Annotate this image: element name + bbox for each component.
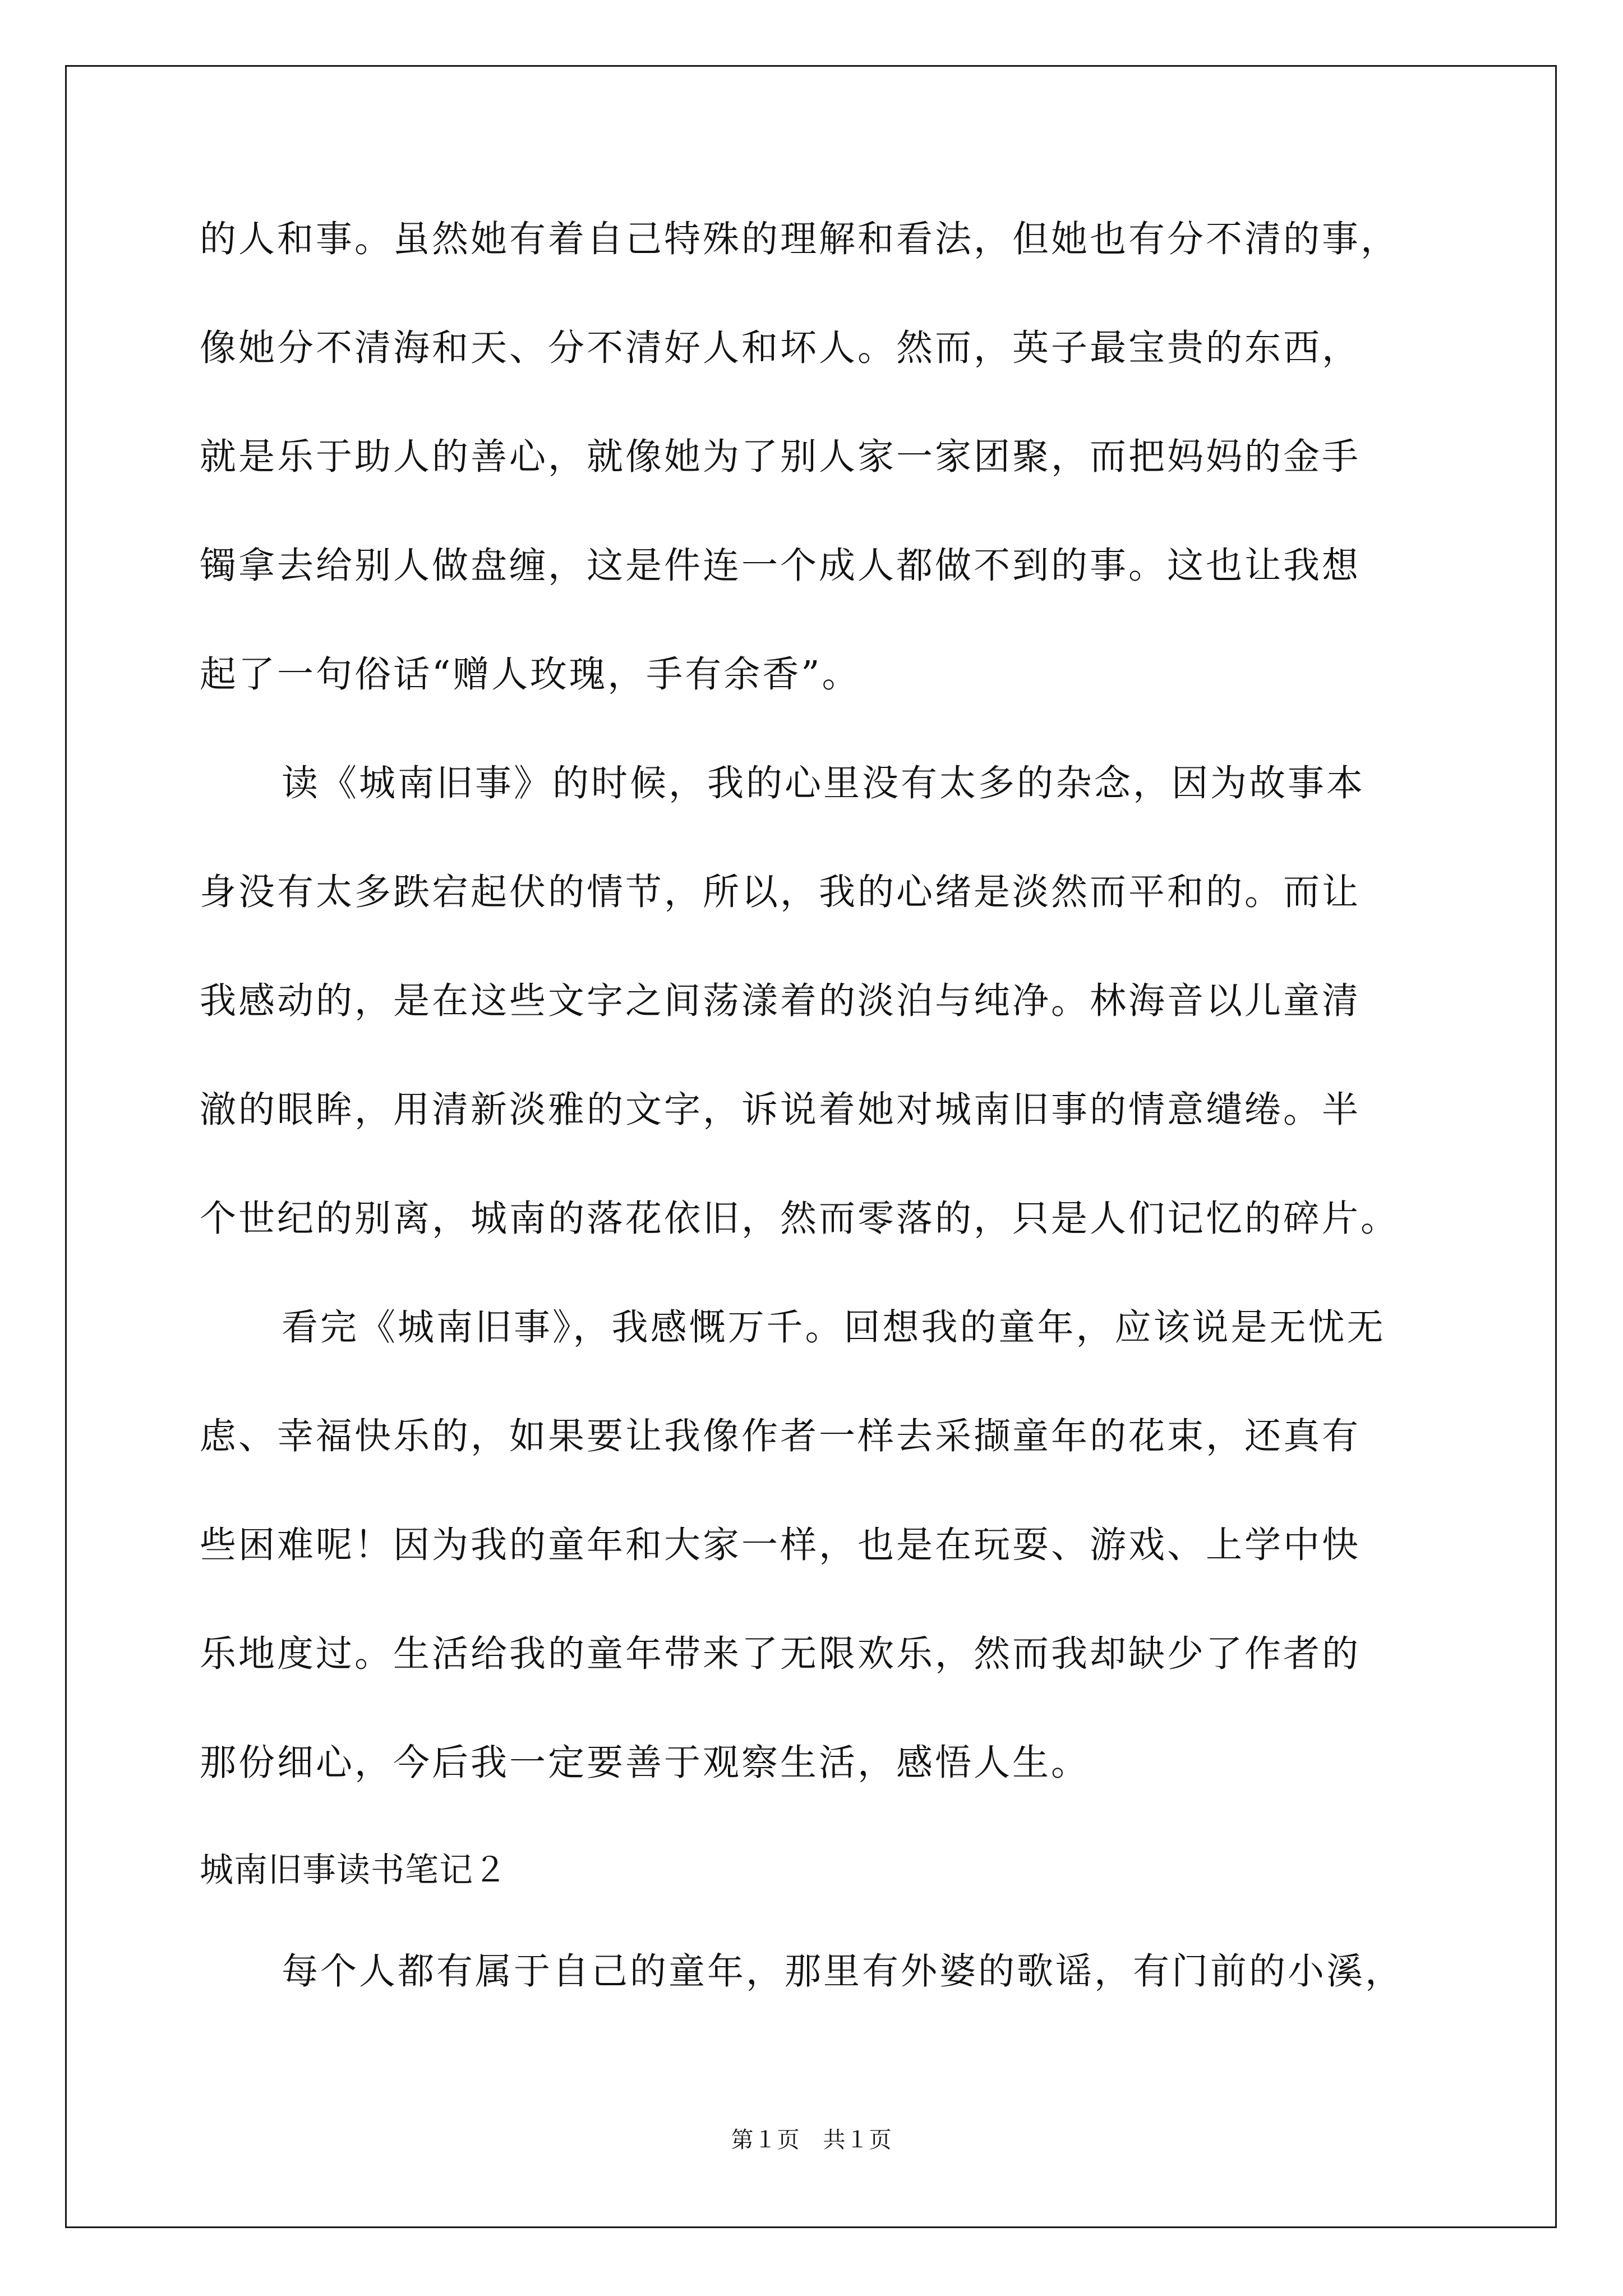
paragraph-2-line-2: 身没有太多跌宕起伏的情节，所以，我的心绪是淡然而平和的。而让: [200, 871, 1361, 913]
section-heading: 城南旧事读书笔记２: [200, 1851, 508, 1890]
paragraph-1-line-5: 起了一句俗话“赠人玫瑰，手有余香”。: [200, 654, 861, 696]
paragraph-1-line-4: 镯拿去给别人做盘缠，这是件连一个成人都做不到的事。这也让我想: [200, 545, 1361, 587]
paragraph-3-line-4: 乐地度过。生活给我的童年带来了无限欢乐，然而我却缺少了作者的: [200, 1633, 1361, 1675]
paragraph-3-line-5: 那份细心，今后我一定要善于观察生活，感悟人生。: [200, 1742, 1090, 1784]
page-footer: 第１页 共１页: [731, 2127, 892, 2153]
paragraph-1-line-2: 像她分不清海和天、分不清好人和坏人。然而，英子最宝贵的东西，: [200, 327, 1361, 369]
paragraph-2-line-3: 我感动的，是在这些文字之间荡漾着的淡泊与纯净。林海音以儿童清: [200, 980, 1361, 1022]
paragraph-2-line-4: 澈的眼眸，用清新淡雅的文字，诉说着她对城南旧事的情意缱绻。半: [200, 1089, 1361, 1131]
paragraph-1-line-1: 的人和事。虽然她有着自己特殊的理解和看法，但她也有分不清的事，: [200, 218, 1400, 260]
paragraph-3-line-3: 些困难呢！因为我的童年和大家一样，也是在玩耍、游戏、上学中快: [200, 1524, 1361, 1566]
paragraph-4-line-1: 每个人都有属于自己的童年，那里有外婆的歌谣，有门前的小溪，: [282, 1950, 1404, 1993]
paragraph-3-line-2: 虑、幸福快乐的，如果要让我像作者一样去采撷童年的花束，还真有: [200, 1415, 1361, 1457]
paragraph-3-line-1: 看完《城南旧事》，我感慨万千。回想我的童年，应该说是无忧无: [282, 1306, 1386, 1349]
paragraph-1-line-3: 就是乐于助人的善心，就像她为了别人家一家团聚，而把妈妈的金手: [200, 436, 1361, 478]
paragraph-2-line-5: 个世纪的别离，城南的落花依旧，然而零落的，只是人们记忆的碎片。: [200, 1198, 1400, 1240]
paragraph-2-line-1: 读《城南旧事》的时候，我的心里没有太多的杂念，因为故事本: [282, 762, 1366, 804]
page-border: [65, 65, 1557, 2228]
